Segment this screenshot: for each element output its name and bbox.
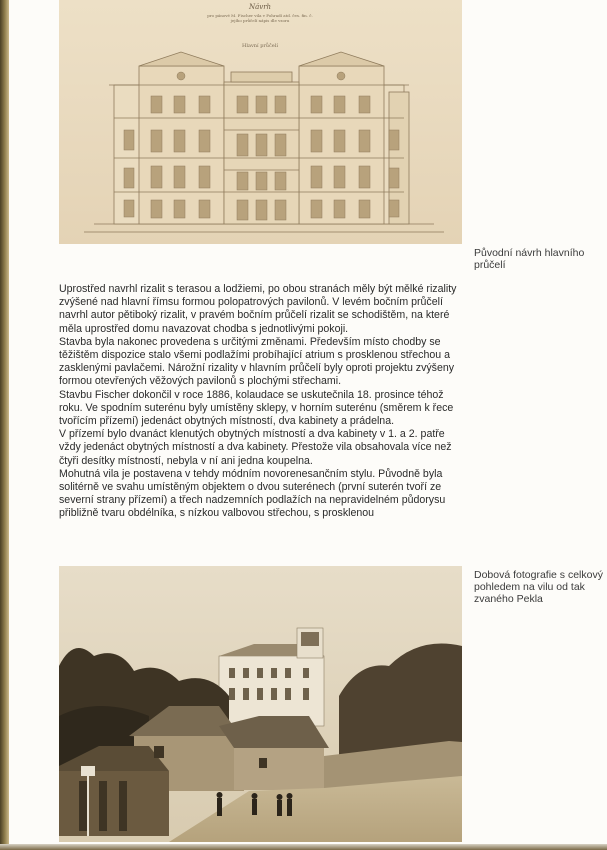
historic-photo-image — [59, 566, 462, 842]
scan-edge-bottom — [0, 844, 607, 850]
paragraph: Stavba byla nakonec provedena s určitými změnami. Především místo chodby se těžištěm dispozice stalo všemi podlažími probíhající atrium s prosklenou střechou a zasklenými pavlačemi. Nárožní rizality v hlavním průčelí byly oproti projektu zvýšeny formou otevřených věžových pavilonů s plochými střechami. — [59, 335, 455, 388]
historic-photo-svg — [59, 566, 462, 842]
photo-caption: Dobová fotografie s celkový pohledem na vilu od tak zvaného Pekla — [474, 569, 603, 605]
drawing-title: Návrh — [248, 3, 272, 11]
scan-edge-left — [0, 0, 9, 850]
body-text — [59, 283, 469, 521]
drawing-subtitle-2: jejího průčelí nápis dle vzoru — [230, 18, 290, 23]
book-page — [9, 0, 607, 844]
paragraph: V přízemí bylo dvanáct klenutých obytných místností a dva kabinety v 1. a 2. patře vždy jedenáct obytných místností a dva kabinety. Přestože vila obsahovala více než čtyři desítky místností, nebyla v ní ani jedna koupelna. — [59, 428, 452, 467]
drawing-subtitle-1: pro pánové M. Fischer vila v Pohradí atd. čes. fin. č. — [207, 13, 313, 18]
facade-drawing-svg — [59, 0, 462, 244]
paragraph: Mohutná vila je postavena v tehdy módním novorenesančním stylu. Původně byla solitérně ve svahu umístěným objektem o dvou suterénech (první suterén tvoří ze severní strany přízemí) a třech nadzemních podlažích na nepravidelném půdorysu přibližně tvaru obdélníka, s nízkou valbovou střechou, s prosklenou — [59, 467, 446, 520]
paragraph: Uprostřed navrhl rizalit s terasou a lodžiemi, po obou stranách měly být mělké rizality zvýšené nad hlavní římsu formou polopatrových pavilonů. V levém bočním průčelí navrhl autor pětiboký rizalit, v pravém bočním průčelí rizalit se schodištěm, na které měla uprostřed domu navazovat chodba s jednotlivými pokoji. — [59, 283, 457, 335]
drawing-caption: Původní návrh hlavního průčelí — [474, 247, 585, 271]
drawing-section-label: Hlavní průčelí — [242, 43, 278, 49]
paragraph: Stavbu Fischer dokončil v roce 1886, kolaudace se uskutečnila 18. prosince téhož roku. Ve spodním suterénu byly umístěny sklepy, v horním suterénu (směrem k řece tvořícím přízemí) jedenáct obytných místností, dva kabinety a prádelna. — [59, 388, 454, 428]
facade-drawing-image — [59, 0, 462, 244]
